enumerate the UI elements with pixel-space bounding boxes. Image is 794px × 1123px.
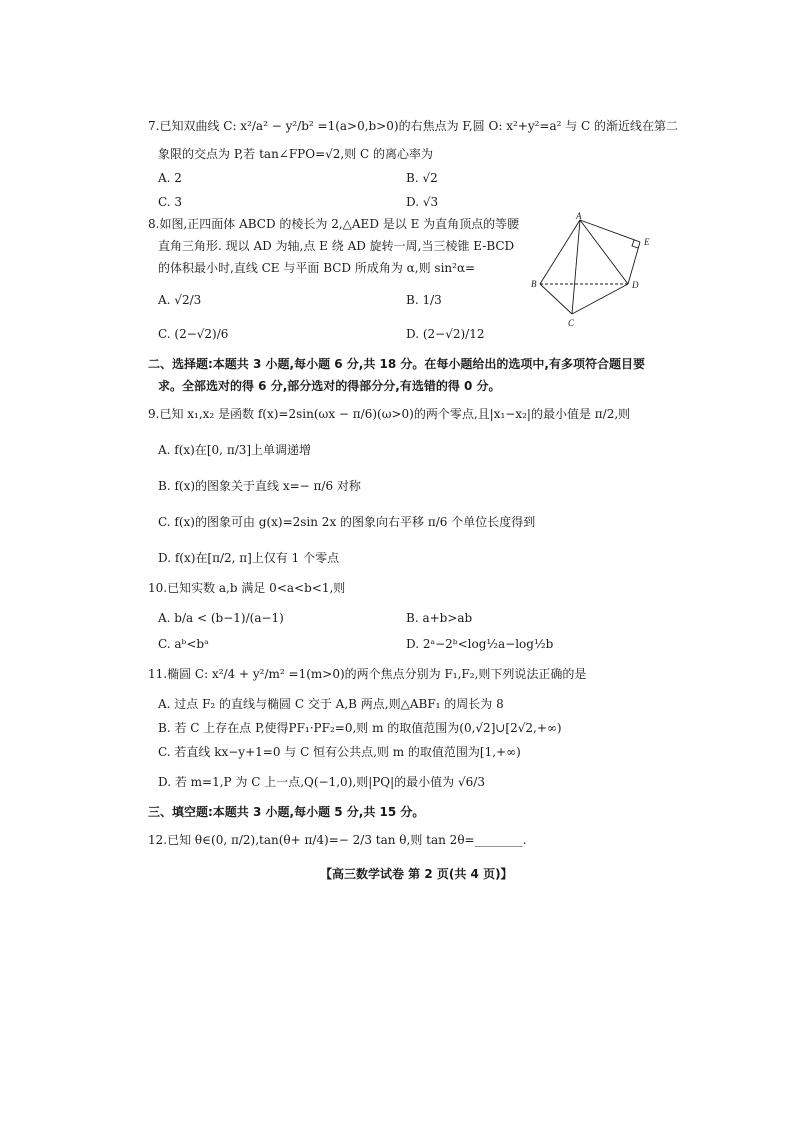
q9-option-c: C. f(x)的图象可由 g(x)=2sin 2x 的图象向右平移 π/6 个单位长度得到 — [158, 515, 536, 529]
q8-option-d: D. (2−√2)/12 — [406, 327, 485, 341]
label-d: D — [632, 280, 639, 290]
q10-option-d: D. 2ᵃ−2ᵇ<log½a−log½b — [406, 637, 554, 651]
edge-ae — [580, 220, 640, 242]
q9-stem: 9.已知 x₁,x₂ 是函数 f(x)=2sin(ωx − π/6)(ω>0)的两个零点,且|x₁−x₂|的最小值是 π/2,则 — [148, 407, 631, 421]
edge-bc — [540, 284, 572, 314]
edge-ad — [580, 220, 628, 284]
q11-stem: 11.椭圆 C: x²/4 + y²/m² =1(m>0)的两个焦点分别为 F₁,F₂,则下列说法正确的是 — [148, 667, 587, 681]
q10-stem: 10.已知实数 a,b 满足 0<a<b<1,则 — [148, 581, 346, 595]
q7-option-c: C. 3 — [158, 195, 183, 209]
q9-option-d: D. f(x)在[π/2, π]上仅有 1 个零点 — [158, 551, 340, 565]
q10-option-c: C. aᵇ<bᵃ — [158, 637, 209, 651]
q8-stem-line2: 直角三角形. 现以 AD 为轴,点 E 绕 AD 旋转一周,当三棱锥 E-BCD — [158, 239, 515, 253]
q8-stem-line3: 的体积最小时,直线 CE 与平面 BCD 所成角为 α,则 sin²α= — [158, 261, 476, 275]
label-b: B — [531, 279, 537, 289]
q8-stem-line1: 8.如图,正四面体 ABCD 的棱长为 2,△AED 是以 E 为直角顶点的等腰 — [148, 217, 520, 231]
edge-ab — [540, 220, 580, 284]
q7-stem-line2: 象限的交点为 P,若 tan∠FPO=√2,则 C 的离心率为 — [158, 147, 434, 161]
edge-ed — [628, 242, 640, 284]
q8-option-c: C. (2−√2)/6 — [158, 327, 229, 341]
q7-option-d: D. √3 — [406, 195, 439, 209]
q9-option-b: B. f(x)的图象关于直线 x=− π/6 对称 — [158, 479, 361, 493]
edge-ac — [572, 220, 580, 314]
q10-option-a: A. b/a < (b−1)/(a−1) — [158, 611, 284, 625]
q11-option-d: D. 若 m=1,P 为 C 上一点,Q(−1,0),则|PQ|的最小值为 √6/3 — [158, 775, 485, 789]
q11-option-c: C. 若直线 kx−y+1=0 与 C 恒有公共点,则 m 的取值范围为[1,+∞) — [158, 745, 521, 759]
q8-option-b: B. 1/3 — [406, 293, 442, 307]
edge-cd — [572, 284, 628, 314]
section-2-heading-line1: 二、选择题:本题共 3 小题,每小题 6 分,共 18 分。在每小题给出的选项中,有多项符合题目要 — [148, 357, 645, 371]
label-e: E — [644, 237, 650, 247]
section-3-heading: 三、填空题:本题共 3 小题,每小题 5 分,共 15 分。 — [148, 805, 425, 819]
q11-option-a: A. 过点 F₂ 的直线与椭圆 C 交于 A,B 两点,则△ABF₁ 的周长为 8 — [158, 697, 504, 711]
q9-option-a: A. f(x)在[0, π/3]上单调递增 — [158, 443, 312, 457]
q10-option-b: B. a+b>ab — [406, 611, 473, 625]
label-c: C — [568, 318, 575, 328]
tetrahedron-figure — [528, 212, 662, 330]
q12-stem: 12.已知 θ∈(0, π/2),tan(θ+ π/4)=− 2/3 tan θ,则 tan 2θ=________. — [148, 833, 527, 847]
label-a: A — [576, 212, 582, 221]
q7-stem-line1: 7.已知双曲线 C: x²/a² − y²/b² =1(a>0,b>0)的右焦点为 F,圆 O: x²+y²=a² 与 C 的渐近线在第二 — [148, 119, 679, 133]
q8-option-a: A. √2/3 — [158, 293, 202, 307]
q11-option-b: B. 若 C 上存在点 P,使得PF₁·PF₂=0,则 m 的取值范围为(0,√2]∪[2√2,+∞) — [158, 721, 562, 735]
q7-option-b: B. √2 — [406, 171, 438, 185]
q7-option-a: A. 2 — [158, 171, 182, 185]
section-2-heading-line2: 求。全部选对的得 6 分,部分选对的得部分分,有选错的得 0 分。 — [158, 379, 501, 393]
page-footer: 【高三数学试卷 第 2 页(共 4 页)】 — [320, 867, 513, 881]
